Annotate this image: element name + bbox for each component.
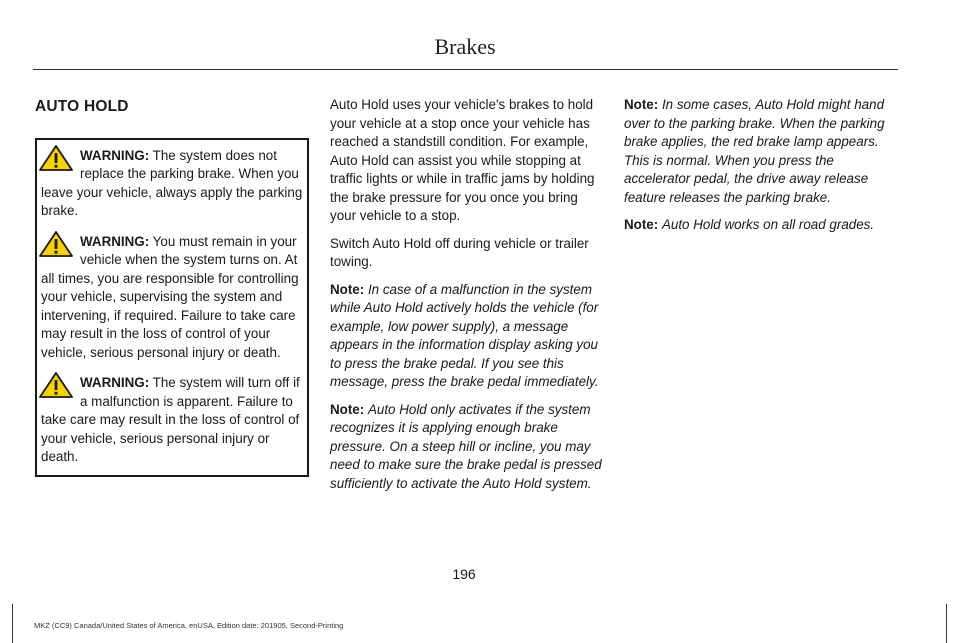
note-paragraph — [624, 96, 896, 207]
column-right — [624, 96, 896, 244]
warning-triangle-icon — [39, 231, 73, 257]
note-text: Auto Hold only activates if the system recognizes it is applying enough brake pressure. On a steep hill or incline, you may need to make sure the brake pedal is pressed sufficiently to activate the Auto Hold system. — [330, 401, 602, 491]
warning-item — [41, 374, 303, 467]
column-middle — [330, 96, 602, 502]
warning-box — [35, 138, 309, 477]
note-label: Note: — [624, 217, 659, 232]
note-paragraph — [330, 281, 602, 392]
note-text: Auto Hold works on all road grades. — [661, 217, 875, 232]
column-left — [35, 96, 303, 477]
warning-text: You must remain in your vehicle when the system turns on. At all times, you are responsible for controlling your vehicle, supervising the system and intervening, if required. Failure to take care may result in the loss of control of your vehicle, serious personal injury or death. — [41, 233, 299, 360]
warning-text: The system does not replace the parking brake. When you leave your vehicle, always apply the parking brake. — [41, 147, 303, 218]
warning-triangle-icon — [39, 372, 73, 398]
section-title: AUTO HOLD — [35, 98, 129, 115]
crop-mark — [12, 604, 13, 643]
header-divider — [33, 69, 898, 70]
warning-triangle-icon — [39, 145, 73, 171]
body-paragraph: Auto Hold uses your vehicle's brakes to hold your vehicle at a stop once your vehicle has reached a standstill condition. For example, Auto Hold can assist you while stopping at traffic lights or while in traffic jams by holding the brake pressure for you once you bring your vehicle to a stop. — [330, 97, 595, 223]
note-label: Note: — [330, 401, 365, 417]
warning-label: WARNING: — [80, 147, 150, 163]
note-label: Note: — [624, 97, 659, 112]
crop-mark — [946, 604, 947, 643]
warning-label: WARNING: — [80, 233, 150, 249]
warning-item — [41, 233, 303, 363]
note-text: In case of a malfunction in the system while Auto Hold actively holds the vehicle (for example, low power supply), a message appears in the information display asking you to press the brake pedal. If you see this message, press the brake pedal immediately. — [330, 281, 599, 389]
body-paragraph: Switch Auto Hold off during vehicle or trailer towing. — [330, 235, 589, 269]
page-number: 196 — [452, 566, 476, 582]
warning-item — [41, 147, 303, 221]
note-label: Note: — [330, 281, 365, 297]
warning-label: WARNING: — [80, 375, 150, 390]
note-paragraph — [330, 401, 602, 494]
edition-footer: MKZ (CC9) Canada/United States of America, enUSA, Edition date: 201905, Second-Printing — [34, 621, 344, 630]
note-text: In some cases, Auto Hold might hand over to the parking brake. When the parking brake applies, the red brake lamp appears. This is normal. When you press the accelerator pedal, the drive away release feature releases the parking brake. — [624, 97, 885, 205]
warning-text: The system will turn off if a malfunction is apparent. Failure to take care may result in the loss of control of your vehicle, serious personal injury or death. — [41, 375, 300, 464]
page-header-title: Brakes — [434, 34, 496, 59]
note-paragraph — [624, 216, 896, 235]
